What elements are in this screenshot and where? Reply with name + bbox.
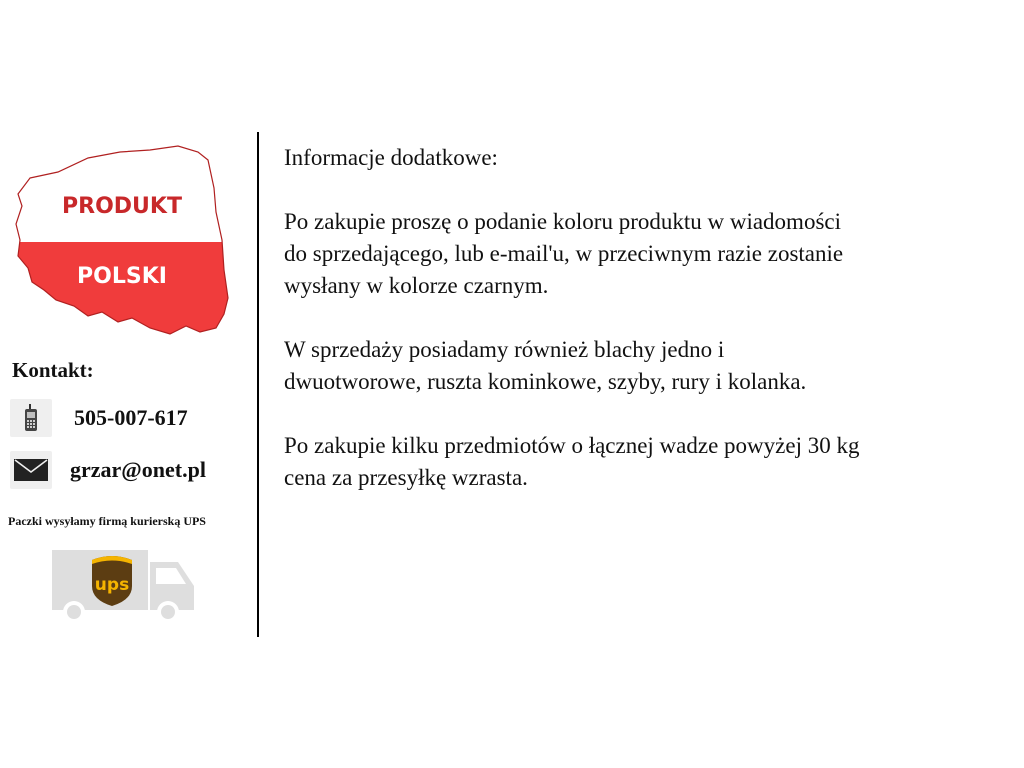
badge-line2: POLSKI <box>77 264 167 289</box>
info-paragraph-products: W sprzedaży posiadamy również blachy jedno i dwuotworowe, ruszta kominkowe, szyby, rury i kolanka. <box>284 337 807 394</box>
email-address[interactable]: grzar@onet.pl <box>70 457 206 482</box>
email-row <box>10 450 206 490</box>
phone-row <box>10 398 188 438</box>
mobile-phone-icon <box>10 399 52 437</box>
ups-truck-icon <box>52 550 196 624</box>
contact-label: Kontakt: <box>12 358 94 382</box>
badge-line1: PRODUKT <box>62 194 182 219</box>
info-paragraph-color: Po zakupie proszę o podanie koloru produktu w wiadomości do sprzedającego, lub e-mail'u, w przeciwnym razie zostanie wysłany w kolorze czarnym. <box>284 209 844 298</box>
phone-number[interactable]: 505-007-617 <box>74 405 188 430</box>
produkt-polski-map-logo <box>10 140 238 340</box>
info-heading: Informacje dodatkowe: <box>284 145 498 170</box>
vertical-divider <box>257 132 259 637</box>
ups-logo-text: ups <box>94 575 130 595</box>
envelope-icon <box>10 451 52 489</box>
info-paragraph-shipping: Po zakupie kilku przedmiotów o łącznej wadze powyżej 30 kg cena za przesyłkę wzrasta. <box>284 433 860 490</box>
shipping-note: Paczki wysyłamy firmą kurierską UPS <box>8 514 206 528</box>
left-column <box>0 130 258 640</box>
info-section <box>284 142 1014 526</box>
